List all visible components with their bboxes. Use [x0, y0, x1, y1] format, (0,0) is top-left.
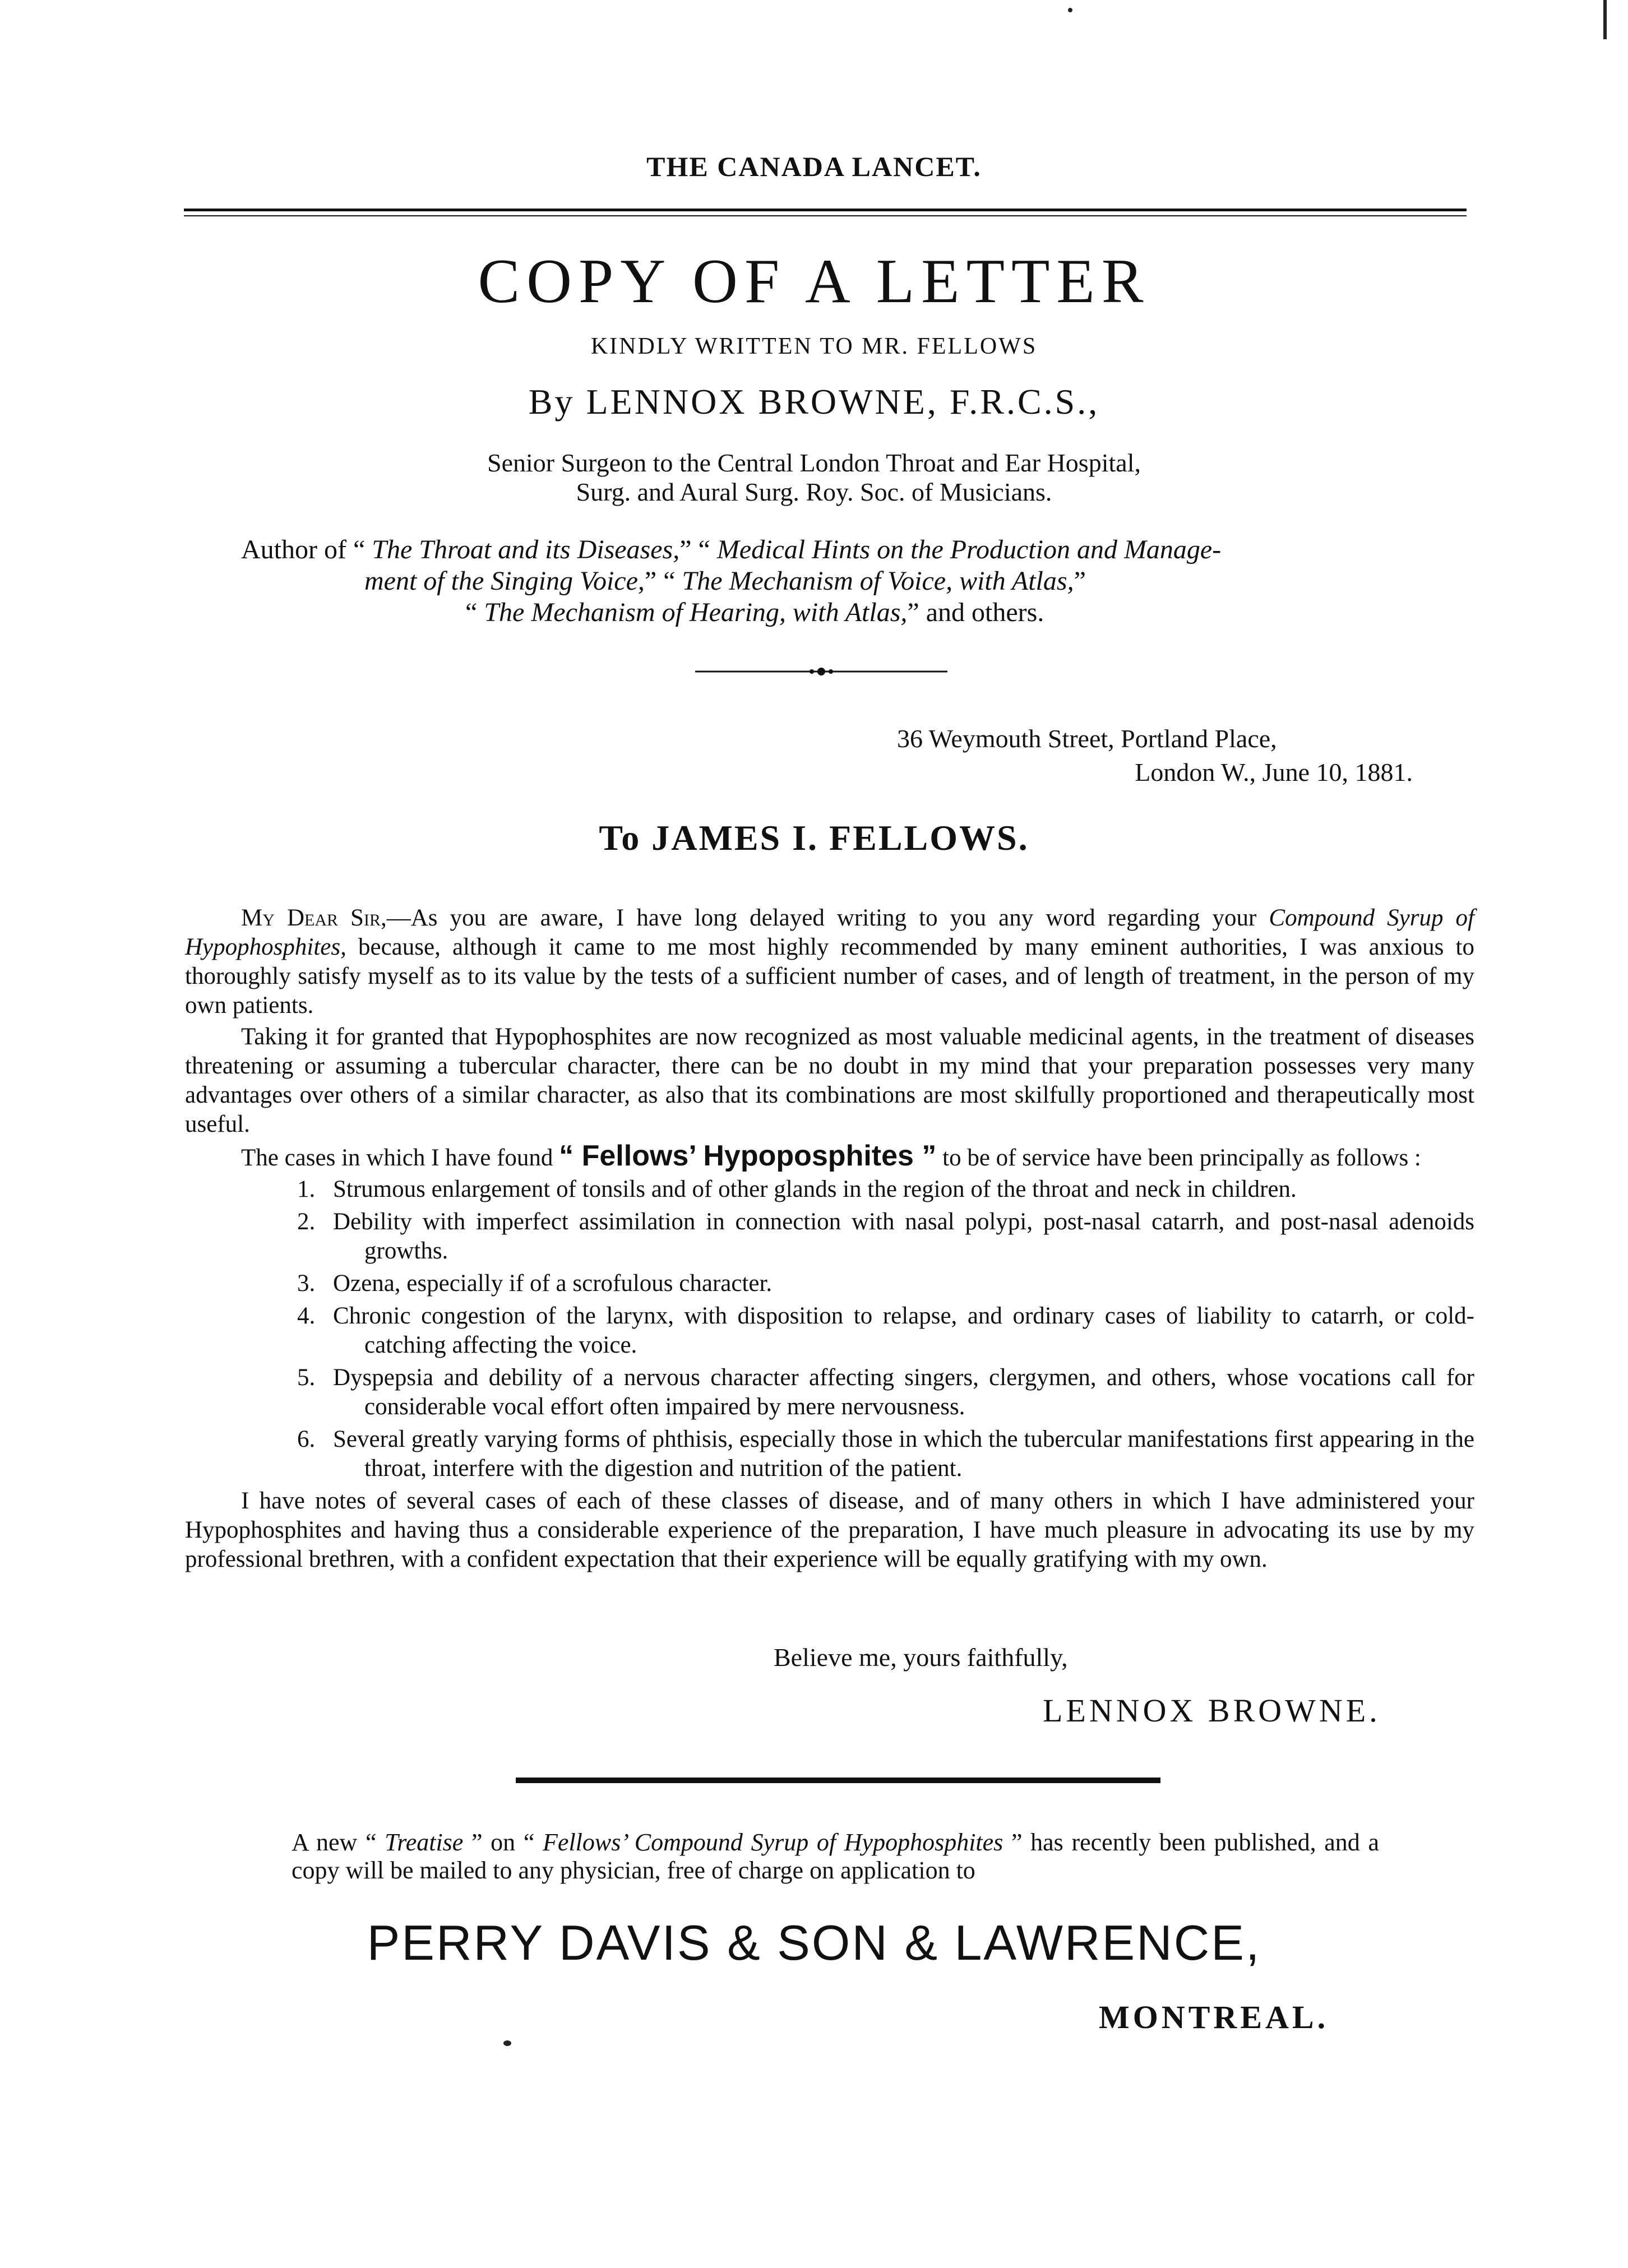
list-item: 5. Dyspepsia and debility of a nervous character affecting singers, clergymen, and others, whose vocations call for considerable vocal effort often impaired by mere nervousness. — [297, 1364, 1474, 1420]
author-works — [241, 534, 1430, 628]
body-paragraph: Taking it for granted that Hypophosphites are now recognized as most valuable medicinal agents, in the treatment of diseases threatening or assuming a tubercular character, there can be no doubt in my mind that your preparation possesses very many advantages over others of a similar character, as also that its combinations are most skilfully proportioned and therapeutically most useful. — [185, 1024, 1474, 1137]
ornament-divider — [690, 666, 953, 677]
header-rule-thin — [184, 215, 1467, 216]
print-speck — [503, 2040, 511, 2046]
product-name: “ Fellows’ Hypoposphites ” — [559, 1140, 937, 1172]
body-paragraph: My Dear Sir,—As you are aware, I have long delayed writing to you any word regarding your Compound Syrup of Hypophosphites, because, although it came to me most highly recommended by many eminent authorities, I was anxious to thoroughly satisfy myself as to its value by the tests of a sufficient number of cases, and of length of treatment, in the person of my own patients. — [185, 905, 1474, 1019]
company-city: MONTREAL. — [1099, 1999, 1329, 2035]
letter-author: By LENNOX BROWNE, F.R.C.S., — [528, 382, 1100, 422]
letter-body — [185, 904, 1474, 1576]
header-rule-thick — [184, 209, 1467, 211]
list-item: 1. Strumous enlargement of tonsils and of other glands in the region of the throat and neck in children. — [297, 1176, 1297, 1202]
list-item: 2. Debility with imperfect assimilation in connection with nasal polypi, post-nasal catarrh, and post-nasal adenoids growths. — [297, 1209, 1474, 1264]
signature: LENNOX BROWNE. — [1043, 1692, 1381, 1729]
credentials-line: Surg. and Aural Surg. Roy. Soc. of Musicians. — [576, 478, 1052, 506]
letter-title: COPY OF A LETTER — [478, 247, 1150, 316]
address-date-line: London W., June 10, 1881. — [1135, 758, 1413, 786]
closing-line: Believe me, yours faithfully, — [774, 1643, 1068, 1672]
case-list — [185, 1175, 1474, 1483]
author-credentials — [0, 448, 1628, 507]
treatise-notice: A new “ Treatise ” on “ Fellows’ Compound Syrup of Hypophosphites ” has recently been published, and a copy will be mailed to any physician, free of charge on application to — [292, 1829, 1379, 1884]
recipient-heading: To JAMES I. FELLOWS. — [599, 818, 1029, 858]
masthead: THE CANADA LANCET. — [646, 151, 982, 182]
page-corner-mark — [1603, 0, 1607, 39]
works-line: ment of the Singing Voice,” “ The Mechanism of Voice, with Atlas,” — [364, 566, 1086, 596]
body-paragraph: I have notes of several cases of each of these classes of disease, and of many others in which I have administered your Hypophosphites and having thus a considerable experience of the preparation, I have much pleasure in advocating its use by my professional brethren, with a confident expectation that their experience will be equally gratifying with my own. — [185, 1488, 1474, 1572]
print-speck — [1068, 8, 1072, 12]
body-paragraph: The cases in which I have found “ Fellows’ Hypoposphites ” to be of service have been principally as follows : — [241, 1140, 1421, 1172]
salutation: My Dear Sir, — [241, 905, 387, 931]
list-item: 3. Ozena, especially if of a scrofulous character. — [297, 1270, 773, 1297]
list-item: 6. Several greatly varying forms of phthisis, especially those in which the tubercular manifestations first appearing in the throat, interfere with the digestion and nutrition of the patient. — [297, 1426, 1474, 1482]
list-item: 4. Chronic congestion of the larynx, with disposition to relapse, and ordinary cases of liability to catarrh, or cold-catching affecting the voice. — [297, 1303, 1474, 1358]
company-name: PERRY DAVIS & SON & LAWRENCE, — [367, 1915, 1261, 1970]
address-line: 36 Weymouth Street, Portland Place, — [897, 724, 1277, 753]
section-rule — [516, 1778, 1160, 1783]
works-line: “ The Mechanism of Hearing, with Atlas,” and others. — [465, 598, 1044, 627]
works-line: Author of “ The Throat and its Diseases,” “ Medical Hints on the Production and Manage- — [241, 535, 1222, 564]
sender-address — [897, 722, 1413, 789]
letter-subtitle: KINDLY WRITTEN TO MR. FELLOWS — [590, 334, 1038, 359]
credentials-line: Senior Surgeon to the Central London Throat and Ear Hospital, — [487, 448, 1141, 477]
